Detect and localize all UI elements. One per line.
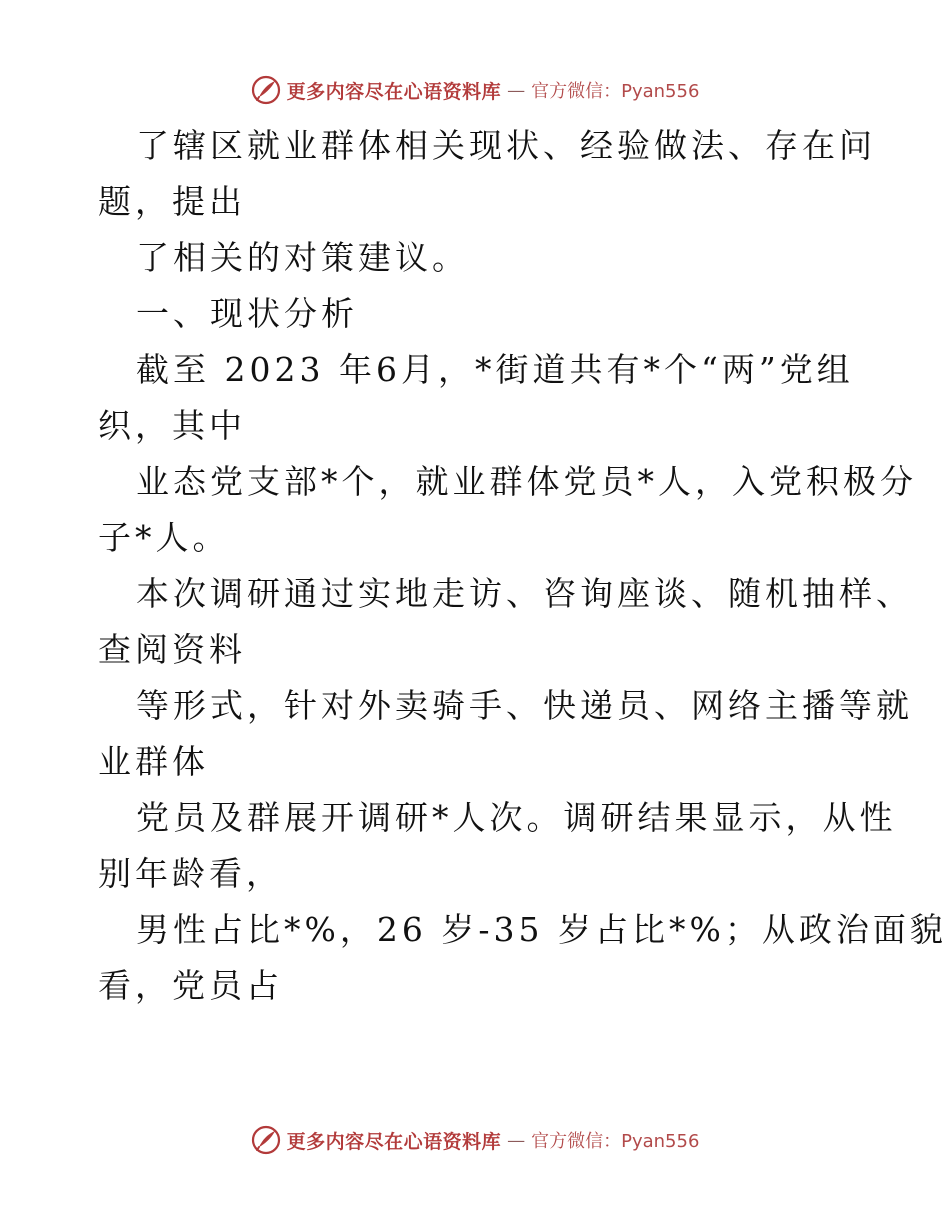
body-line: 男性占比*%，26 岁-35 岁占比*%；从政治面貌 (136, 910, 947, 949)
watermark-content (251, 75, 700, 105)
quill-logo-icon (251, 75, 281, 105)
body-line: 了辖区就业群体相关现状、经验做法、存在问 (136, 126, 876, 165)
footer-watermark (0, 1122, 950, 1158)
quill-logo-icon (251, 1125, 281, 1155)
watermark-contact: 官方微信：Pyan556 (531, 81, 700, 102)
body-line: 子*人。 (98, 518, 230, 557)
watermark-contact: 官方微信：Pyan556 (531, 1131, 700, 1152)
watermark-separator: — (507, 1129, 526, 1151)
document-body (98, 118, 947, 1014)
watermark-brand: 更多内容尽在心语资料库 (286, 1130, 502, 1153)
body-line: 等形式，针对外卖骑手、快递员、网络主播等就 (136, 686, 913, 725)
body-line: 截至 2023 年6月，*街道共有*个“两”党组 (136, 350, 854, 389)
body-line: 题，提出 (98, 182, 246, 221)
body-line: 织，其中 (98, 406, 246, 445)
body-line: 查阅资料 (98, 630, 246, 669)
watermark-content (251, 1125, 700, 1155)
body-line: 业态党支部*个，就业群体党员*人，入党积极分 (136, 462, 917, 501)
header-watermark (0, 72, 950, 108)
body-line: 业群体 (98, 742, 209, 781)
body-line: 党员及群展开调研*人次。调研结果显示，从性 (136, 798, 897, 837)
section-heading: 一、现状分析 (136, 294, 358, 333)
watermark-separator: — (507, 79, 526, 101)
body-line: 了相关的对策建议。 (136, 238, 469, 277)
body-line: 别年龄看， (98, 854, 283, 893)
body-line: 本次调研通过实地走访、咨询座谈、随机抽样、 (136, 574, 913, 613)
watermark-brand: 更多内容尽在心语资料库 (286, 80, 502, 103)
body-line: 看，党员占 (98, 966, 283, 1005)
